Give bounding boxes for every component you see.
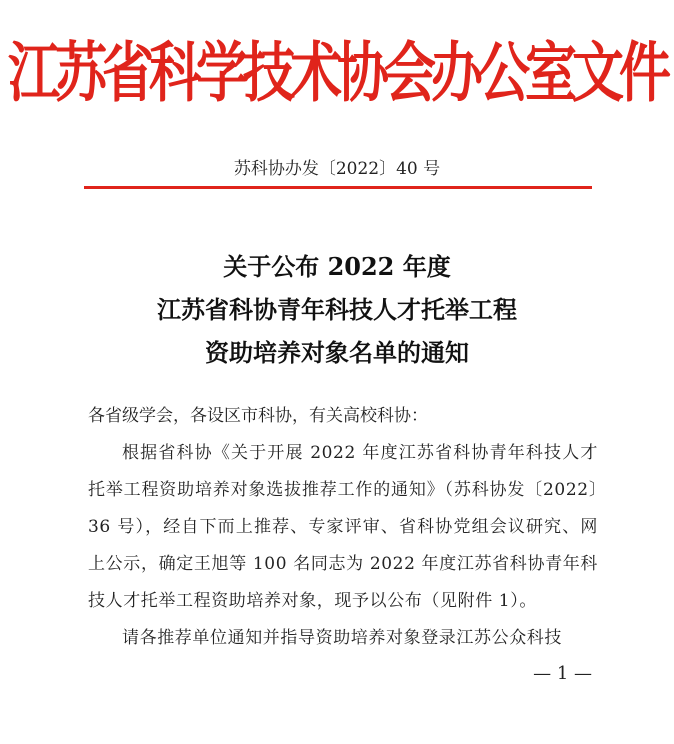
red-separator-line <box>84 186 592 189</box>
title-line-3: 资助培养对象名单的通知 <box>205 338 469 367</box>
title-line-2: 江苏省科协青年科技人才托举工程 <box>157 295 517 324</box>
salutation: 各省级学会，各设区市科协，有关高校科协： <box>88 406 428 426</box>
title-line-1: 关于公布 2022 年度 <box>223 252 451 281</box>
body-paragraph-2: 请各推荐单位通知并指导资助培养对象登录江苏公众科技 <box>122 628 562 648</box>
document-body <box>88 398 598 657</box>
body-paragraph-1: 根据省科协《关于开展 2022 年度江苏省科协青年科技人才托举工程资助培养对象选拔推荐工作的通知》（苏科协发〔2022〕36 号），经自下而上推荐、专家评审、省科协党组会议研究、网上公示，确定王旭等 100 名同志为 2022 年度江苏省科协青年科技人才托举工程资助培养对象，现予以公布（见附件 1）。 <box>88 443 598 611</box>
masthead-title: 江苏省科学技术协会办公室文件 <box>7 36 666 112</box>
document-number: 苏科协办发〔2022〕40 号 <box>233 159 441 179</box>
page-number: — 1 — <box>533 663 592 684</box>
notice-title <box>0 245 674 374</box>
